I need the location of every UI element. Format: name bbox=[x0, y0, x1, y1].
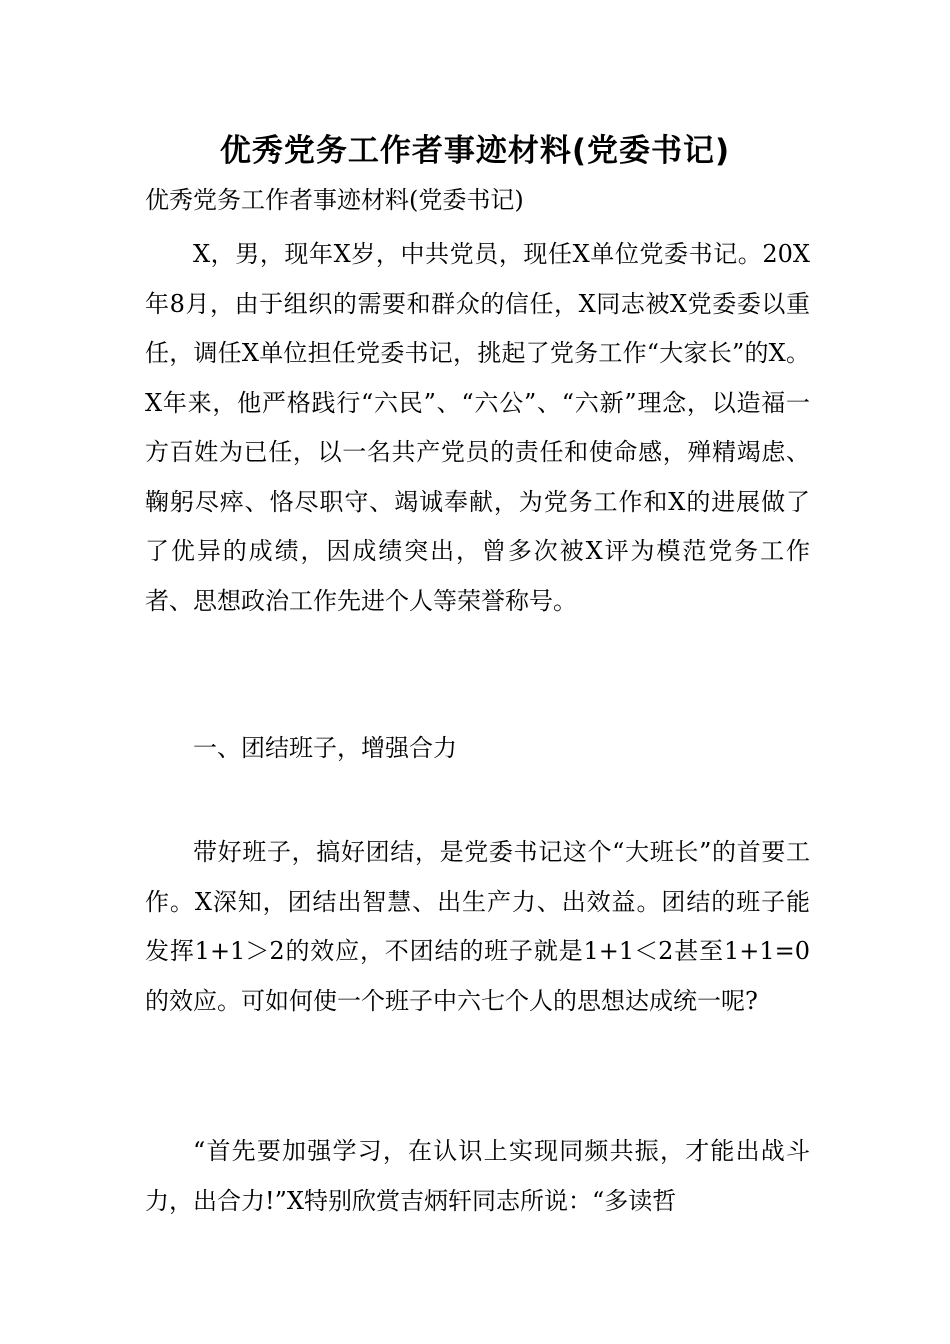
paragraph-intro: X，男，现年X岁，中共党员，现任X单位党委书记。20X年8月，由于组织的需要和群众的信任，X同志被X党委委以重任，调任X单位担任党委书记，挑起了党务工作“大家长”的X。X年来，他严格践行“六民”、“六公”、“六新”理念，以造福一方百姓为已任，以一名共产党员的责任和使命感，殚精竭虑、鞠躬尽瘁、恪尽职守、竭诚奉献，为党务工作和X的进展做了了优异的成绩，因成绩突出，曾多次被X评为模范党务工作者、思想政治工作先进个人等荣誉称号。 bbox=[145, 240, 810, 615]
document-title: 优秀党务工作者事迹材料(党委书记) bbox=[219, 133, 731, 169]
document-subtitle: 优秀党务工作者事迹材料(党委书记) bbox=[145, 186, 524, 214]
paragraph-body: 带好班子，搞好团结，是党委书记这个“大班长”的首要工作。X深知，团结出智慧、出生产力、出效益。团结的班子能发挥1+1＞2的效应，不团结的班子就是1+1＜2甚至1+1=0的效应。可如何使一个班子中六七个人的思想达成统一呢? bbox=[145, 838, 810, 1015]
section-heading: 一、团结班子，增强合力 bbox=[193, 734, 457, 762]
paragraph-body-continued: “首先要加强学习，在认识上实现同频共振，才能出战斗力，出合力!”X特别欣赏吉炳轩同志所说：“多读哲 bbox=[145, 1137, 810, 1215]
